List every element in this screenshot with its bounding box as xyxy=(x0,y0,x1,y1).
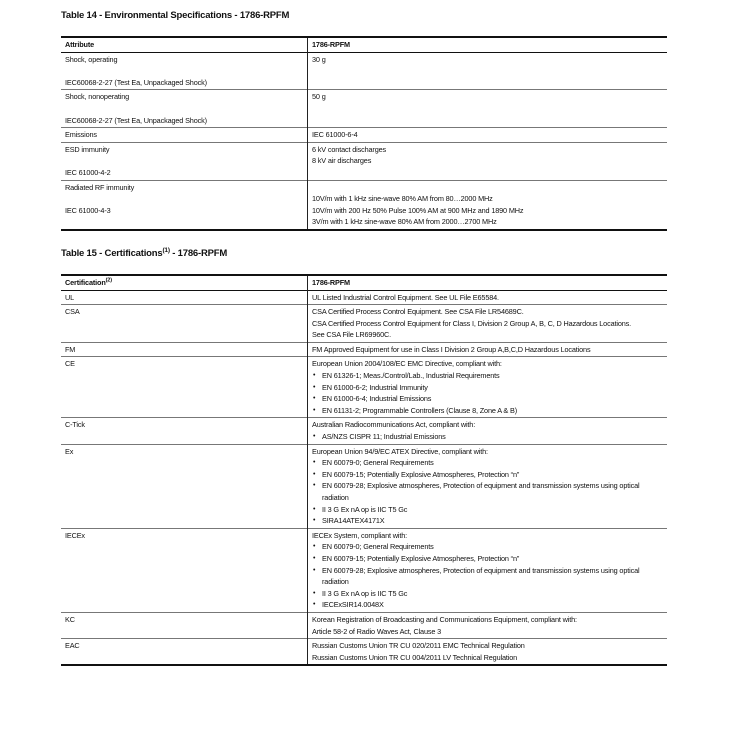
value-line: 3V/m with 1 kHz sine-wave 80% AM from 2000…2700 MHz xyxy=(312,217,497,227)
compliance-item: • EN 60079-0; General Requirements xyxy=(322,541,663,553)
compliance-item: • EN 60079-15; Potentially Explosive Atmospheres, Protection “n” xyxy=(322,469,663,481)
certification-cell: Ex xyxy=(61,444,308,528)
table-row xyxy=(61,305,667,343)
compliance-item: • EN 60079-28; Explosive atmospheres, Protection of equipment and transmission systems using optical radiation xyxy=(322,565,663,588)
detail-line: Australian Radiocommunications Act, compliant with: xyxy=(312,420,476,430)
value-line: 30 g xyxy=(312,54,326,64)
table-row xyxy=(61,418,667,444)
table-row xyxy=(61,528,667,612)
compliance-list xyxy=(312,431,663,443)
table14-caption: Table 14 - Environmental Specifications - 1786-RPFM xyxy=(61,10,290,21)
compliance-item: • EN 61000-6-2; Industrial Immunity xyxy=(322,382,663,394)
table-row xyxy=(61,142,667,180)
compliance-item: • EN 61326-1; Meas./Control/Lab., Industrial Requirements xyxy=(322,370,663,382)
table15-caption-prefix: Table 15 - Certifications xyxy=(61,247,163,259)
table-row xyxy=(61,357,667,418)
table-row xyxy=(61,180,667,230)
attribute-line xyxy=(65,65,303,77)
attribute-line: IEC 61000-4-3 xyxy=(65,205,111,215)
table-row xyxy=(61,290,667,305)
compliance-item: • II 3 G Ex nA op is IIC T5 Gc xyxy=(322,588,663,600)
table15-caption-suffix: - 1786-RPFM xyxy=(169,247,228,259)
value-cell xyxy=(308,52,668,90)
table15-header-model: 1786-RPFM xyxy=(312,277,350,287)
table15-header-row xyxy=(61,275,667,290)
table15-header-certification-label: Certification xyxy=(65,277,106,287)
attribute-line: IEC 61000-4-2 xyxy=(65,167,111,177)
attribute-line: Shock, operating xyxy=(65,54,118,64)
certification-detail-cell xyxy=(308,342,668,357)
certification-detail-cell xyxy=(308,290,668,305)
table15-caption-footnote: (1) xyxy=(162,246,170,254)
certification-cell: UL xyxy=(61,290,308,305)
certification-cell: C-Tick xyxy=(61,418,308,444)
attribute-line: Shock, nonoperating xyxy=(65,92,130,102)
certification-detail-cell xyxy=(308,612,668,638)
table-row xyxy=(61,90,667,128)
detail-line: See CSA File LR69960C. xyxy=(312,330,392,340)
attribute-line: IEC60068-2-27 (Test Ea, Unpackaged Shock) xyxy=(65,77,207,87)
compliance-item: • EN 61000-6-4; Industrial Emissions xyxy=(322,393,663,405)
value-line: 8 kV air discharges xyxy=(312,156,372,166)
table-row xyxy=(61,612,667,638)
attribute-cell xyxy=(61,142,308,180)
table-row xyxy=(61,128,667,143)
certification-cell: KC xyxy=(61,612,308,638)
table-row xyxy=(61,342,667,357)
compliance-list xyxy=(312,541,663,611)
certification-detail-cell xyxy=(308,528,668,612)
attribute-cell xyxy=(61,52,308,90)
detail-line: Article 58-2 of Radio Waves Act, Clause 3 xyxy=(312,626,442,636)
compliance-item: • II 3 G Ex nA op is IIC T5 Gc xyxy=(322,504,663,516)
table-row xyxy=(61,52,667,90)
compliance-item: • EN 60079-0; General Requirements xyxy=(322,457,663,469)
detail-line: Korean Registration of Broadcasting and Communications Equipment, compliant with: xyxy=(312,614,577,624)
certification-detail-cell xyxy=(308,305,668,343)
table-row xyxy=(61,639,667,666)
certifications-table xyxy=(61,274,667,666)
value-line: IEC 61000-6-4 xyxy=(312,130,358,140)
detail-line: Russian Customs Union TR CU 004/2011 LV Technical Regulation xyxy=(312,652,518,662)
attribute-line xyxy=(65,155,303,167)
compliance-list xyxy=(312,370,663,416)
table15-caption xyxy=(61,248,667,260)
table15-body xyxy=(61,290,667,665)
certification-cell: CE xyxy=(61,357,308,418)
attribute-cell xyxy=(61,90,308,128)
certification-detail-cell xyxy=(308,639,668,666)
environmental-spec-table xyxy=(61,36,667,231)
certification-detail-cell xyxy=(308,444,668,528)
value-line: 6 kV contact discharges xyxy=(312,144,387,154)
attribute-line: IEC60068-2-27 (Test Ea, Unpackaged Shock) xyxy=(65,115,207,125)
certification-cell: EAC xyxy=(61,639,308,666)
certification-cell: FM xyxy=(61,342,308,357)
table14-body xyxy=(61,52,667,230)
compliance-item: • IECExSIR14.0048X xyxy=(322,599,663,611)
table15-header-footnote: (2) xyxy=(105,277,112,284)
compliance-item: • EN 60079-28; Explosive atmospheres, Protection of equipment and transmission systems using optical radiation xyxy=(322,480,663,503)
attribute-line xyxy=(65,103,303,115)
table14-header-row xyxy=(61,37,667,52)
value-cell xyxy=(308,128,668,143)
detail-line: Russian Customs Union TR CU 020/2011 EMC Technical Regulation xyxy=(312,641,525,651)
compliance-item: • EN 60079-15; Potentially Explosive Atmospheres, Protection “n” xyxy=(322,553,663,565)
table-row xyxy=(61,444,667,528)
attribute-line xyxy=(65,193,303,205)
value-cell xyxy=(308,142,668,180)
detail-line: UL Listed Industrial Control Equipment. See UL File E65584. xyxy=(312,292,499,302)
detail-line: CSA Certified Process Control Equipment. See CSA File LR54689C. xyxy=(312,307,524,317)
table15-header-certification xyxy=(61,275,308,290)
document-page xyxy=(61,0,667,666)
compliance-list xyxy=(312,457,663,527)
attribute-line: ESD immunity xyxy=(65,144,110,154)
detail-line: IECEx System, compliant with: xyxy=(312,530,407,540)
value-line: 10V/m with 1 kHz sine-wave 80% AM from 80…2000 MHz xyxy=(312,194,493,204)
compliance-item: • SIRA14ATEX4171X xyxy=(322,515,663,527)
certification-cell: IECEx xyxy=(61,528,308,612)
compliance-item: • EN 61131-2; Programmable Controllers (Clause 8, Zone A & B) xyxy=(322,405,663,417)
certification-detail-cell xyxy=(308,418,668,444)
value-cell xyxy=(308,90,668,128)
value-line: 50 g xyxy=(312,92,326,102)
compliance-item: • AS/NZS CISPR 11; Industrial Emissions xyxy=(322,431,663,443)
attribute-cell xyxy=(61,128,308,143)
detail-line: European Union 94/9/EC ATEX Directive, compliant with: xyxy=(312,446,488,456)
value-cell xyxy=(308,180,668,230)
detail-line: CSA Certified Process Control Equipment for Class I, Division 2 Group A, B, C, D Hazardous Locations. xyxy=(312,318,632,328)
attribute-line: Emissions xyxy=(65,130,97,140)
table14-header-attribute: Attribute xyxy=(61,37,308,52)
table14-header-model: 1786-RPFM xyxy=(312,40,350,49)
attribute-line: Radiated RF immunity xyxy=(65,182,135,192)
attribute-cell xyxy=(61,180,308,230)
certification-cell: CSA xyxy=(61,305,308,343)
detail-line: FM Approved Equipment for use in Class I Division 2 Group A,B,C,D Hazardous Locations xyxy=(312,344,591,354)
certification-detail-cell xyxy=(308,357,668,418)
value-line: 10V/m with 200 Hz 50% Pulse 100% AM at 900 MHz and 1890 MHz xyxy=(312,205,524,215)
detail-line: European Union 2004/108/EC EMC Directive, compliant with: xyxy=(312,359,502,369)
